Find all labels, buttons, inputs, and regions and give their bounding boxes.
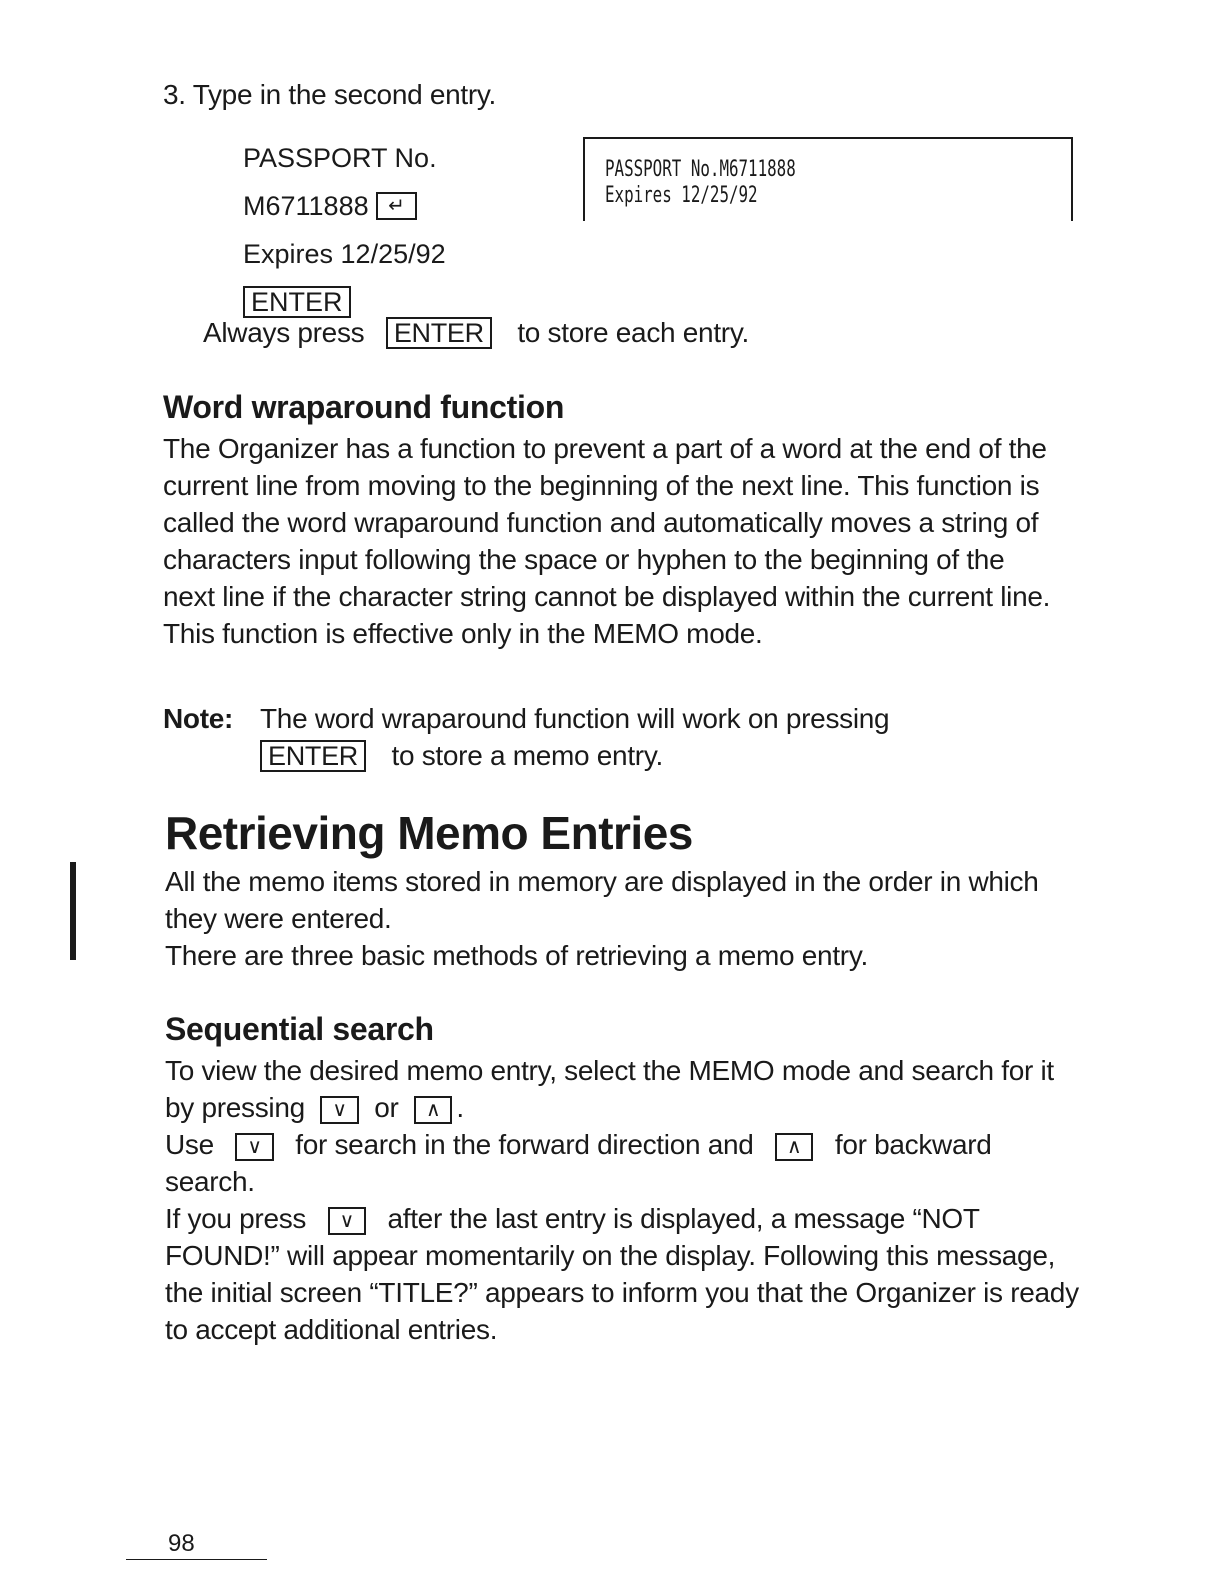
return-key-icon: ↵ [376,192,417,220]
wrap-heading: Word wraparound function [163,389,565,425]
up-arrow-key-icon: ∧ [414,1096,452,1124]
seq-text: To view the desired memo entry, select the MEMO mode and search for it by pressing [165,1055,1054,1123]
always-before: Always press [203,317,365,348]
sequential-text [165,1052,1085,1348]
note-label: Note: [163,703,234,734]
lcd-line-1: PASSPORT No.M6711888 [605,157,796,182]
page-number: 98 [168,1530,195,1557]
enter-key: ENTER [243,286,351,318]
retrieving-heading: Retrieving Memo Entries [165,807,693,859]
seq-text: . [456,1092,464,1123]
wrap-paragraph: The Organizer has a function to prevent a part of a word at the end of the current line from moving to the beginning of the next line. This function is called the word wraparound function and automatically moves a string of characters input following the space or hyphen to the beginning of the next line if the character string cannot be displayed within the current line. This function is effective only in the MEMO mode. [163,433,1051,649]
down-arrow-key-icon: ∨ [235,1133,273,1161]
page-rule [126,1559,267,1560]
retrieving-text [165,863,1065,974]
sequential-para-2 [165,1126,1085,1200]
step-title: 3. Type in the second entry. [163,79,497,110]
always-after: to store each entry. [517,317,749,348]
retrieving-heading-block [165,806,693,860]
wrap-heading-block [163,389,564,426]
seq-text: Use [165,1129,214,1160]
entry-line-1: PASSPORT No. [243,143,437,173]
sequential-para-3 [165,1200,1085,1348]
change-bar [70,862,76,960]
note-text: The word wraparound function will work on pressing [260,703,890,734]
lcd-line-2: Expires 12/25/92 [605,183,758,208]
seq-text: after the last entry is displayed, a message “NOT FOUND!” will appear momentarily on the display. Following this message, the initial screen “TITLE?” appears to inform you that the Organizer is ready to accept additional entries. [165,1203,1079,1345]
always-press-instruction [203,314,749,351]
enter-key: ENTER [386,317,492,349]
retrieving-para-1: All the memo items stored in memory are displayed in the order in which they were entered. [165,866,1039,934]
wrap-note [163,700,1063,774]
seq-text: for backward search. [165,1129,992,1197]
seq-text: If you press [165,1203,307,1234]
lcd-display [583,137,1073,221]
entry-line-2-text: M6711888 [243,191,369,221]
seq-text: or [374,1092,399,1123]
up-arrow-key-icon: ∧ [775,1133,813,1161]
note-after: to store a memo entry. [391,740,663,771]
down-arrow-key-icon: ∨ [320,1096,358,1124]
sequential-para-1 [165,1052,1085,1126]
retrieving-para-2: There are three basic methods of retrieving a memo entry. [165,940,868,971]
seq-text: for search in the forward direction and [295,1129,754,1160]
entry-line-2 [243,182,446,230]
entry-line-3: Expires 12/25/92 [243,239,446,269]
down-arrow-key-icon: ∨ [328,1207,366,1235]
sequential-heading: Sequential search [165,1011,434,1047]
entry-keystrokes [243,134,446,326]
enter-key: ENTER [260,740,366,772]
sequential-heading-block [165,1011,434,1048]
